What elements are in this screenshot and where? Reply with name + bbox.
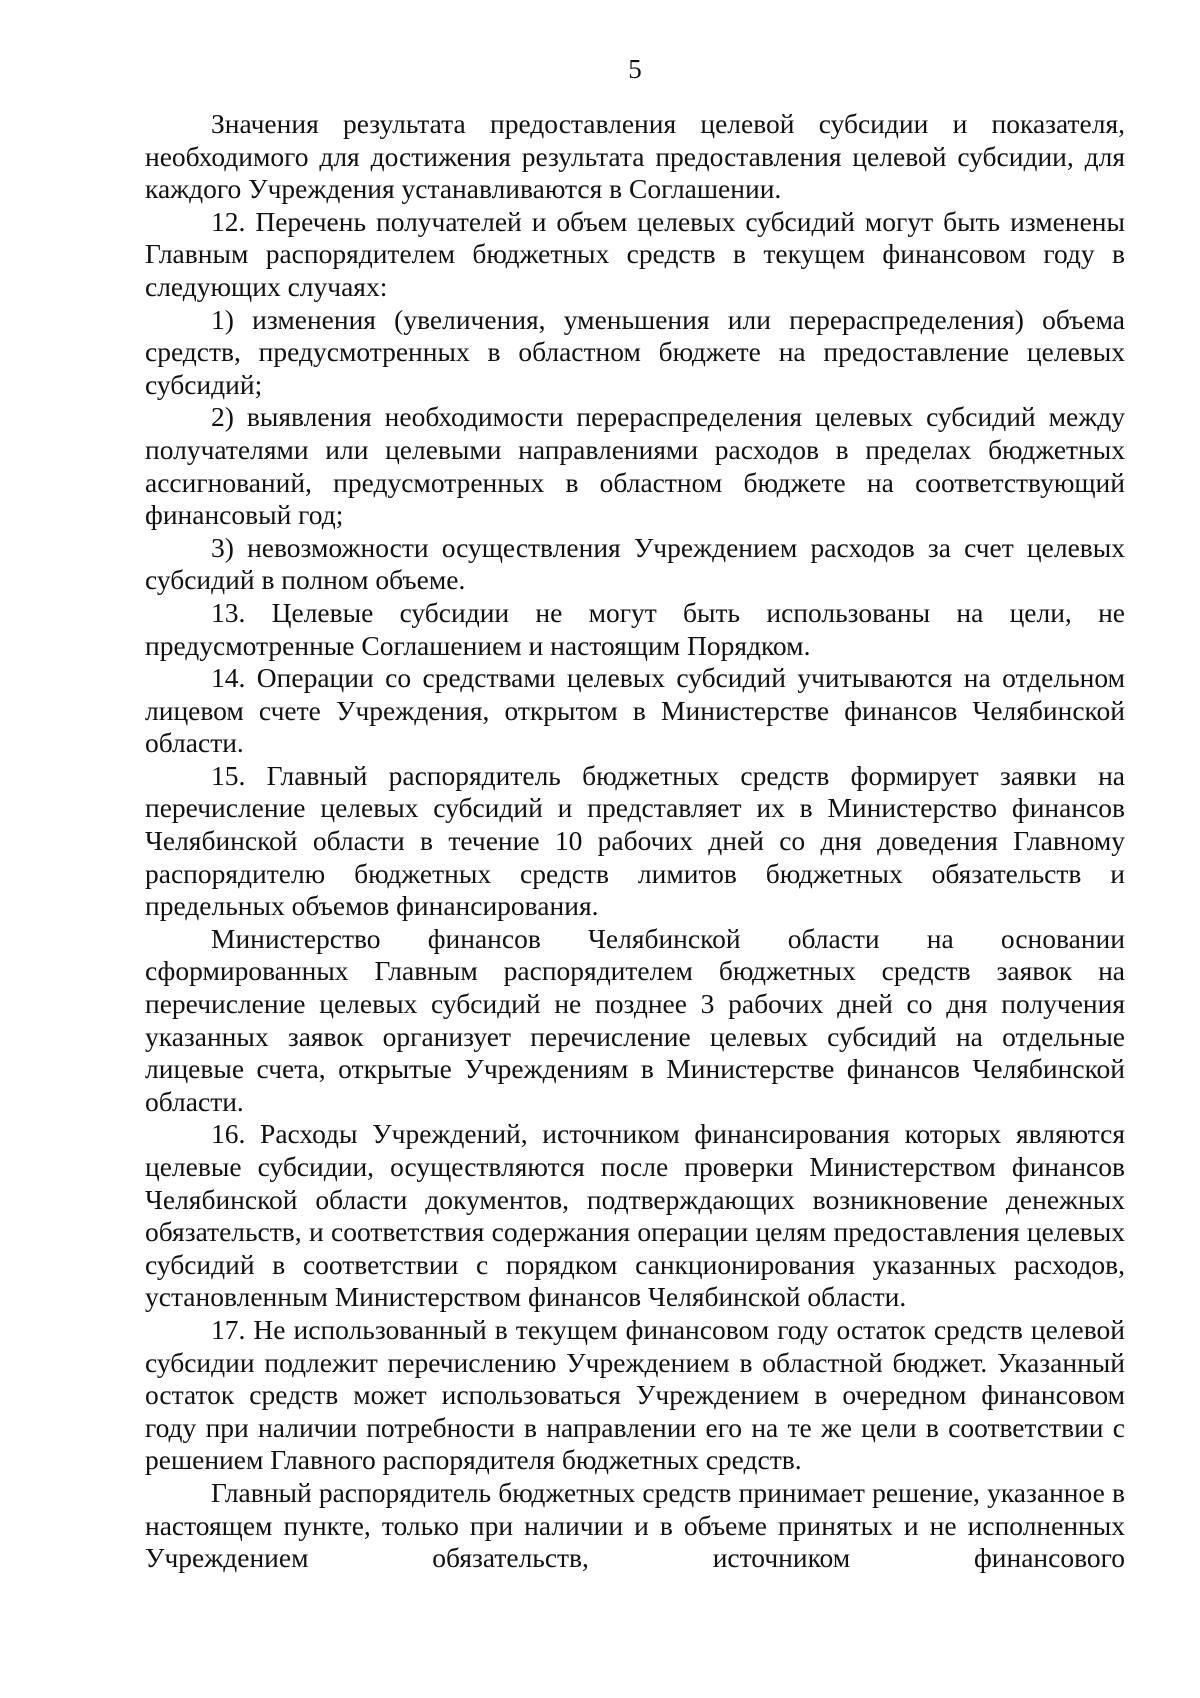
paragraph-14: 14. Операции со средствами целевых субсидий учитываются на отдельном лицевом счете Учреждения, открытом в Министерстве финансов Челябинской области. bbox=[145, 662, 1125, 759]
page-number: 5 bbox=[628, 54, 642, 84]
paragraph-15: 15. Главный распорядитель бюджетных средств формирует заявки на перечисление целевых субсидий и представляет их в Министерство финансов Челябинской области в течение 10 рабочих дней со дня доведения Главному распорядителю бюджетных средств лимитов бюджетных обязательств и предельных объемов финансирования. bbox=[145, 759, 1125, 922]
document-body bbox=[145, 108, 1125, 1575]
paragraph-17: 17. Не использованный в текущем финансовом году остаток средств целевой субсидии подлежит перечислению Учреждением в областной бюджет. Указанный остаток средств может использоваться Учреждением в очередном финансовом году при наличии потребности в направлении его на те же цели в соответствии с решением Главного распорядителя бюджетных средств. bbox=[145, 1313, 1125, 1476]
paragraph-16: 16. Расходы Учреждений, источником финансирования которых являются целевые субсидии, осуществляются после проверки Министерством финансов Челябинской области документов, подтверждающих возникновение денежных обязательств, и соответствия содержания операции целям предоставления целевых субсидий в соответствии с порядком санкционирования указанных расходов, установленным Министерством финансов Челябинской области. bbox=[145, 1118, 1125, 1313]
paragraph-12-case-2: 2) выявления необходимости перераспределения целевых субсидий между получателями или целевыми направлениями расходов в пределах бюджетных ассигнований, предусмотренных в областном бюджете на соответствующий финансовый год; bbox=[145, 401, 1125, 531]
paragraph-13: 13. Целевые субсидии не могут быть использованы на цели, не предусмотренные Соглашением и настоящим Порядком. bbox=[145, 596, 1125, 661]
paragraph-12: 12. Перечень получателей и объем целевых субсидий могут быть изменены Главным распорядителем бюджетных средств в текущем финансовом году в следующих случаях: bbox=[145, 205, 1125, 302]
paragraph-12-case-3: 3) невозможности осуществления Учреждением расходов за счет целевых субсидий в полном объеме. bbox=[145, 531, 1125, 596]
paragraph-17-decision: Главный распорядитель бюджетных средств принимает решение, указанное в настоящем пункте, только при наличии и в объеме принятых и не исполненных Учреждением обязательств, источником финансового bbox=[145, 1476, 1125, 1574]
paragraph-12-case-1: 1) изменения (увеличения, уменьшения или перераспределения) объема средств, предусмотренных в областном бюджете на предоставление целевых субсидий; bbox=[145, 303, 1125, 400]
paragraph-15-ministry: Министерство финансов Челябинской области на основании сформированных Главным распорядителем бюджетных средств заявок на перечисление целевых субсидий не позднее 3 рабочих дней со дня получения указанных заявок организует перечисление целевых субсидий на отдельные лицевые счета, открытые Учреждениям в Министерстве финансов Челябинской области. bbox=[145, 922, 1125, 1117]
paragraph-indicator-values: Значения результата предоставления целевой субсидии и показателя, необходимого для достижения результата предоставления целевой субсидии, для каждого Учреждения устанавливаются в Соглашении. bbox=[145, 108, 1125, 205]
